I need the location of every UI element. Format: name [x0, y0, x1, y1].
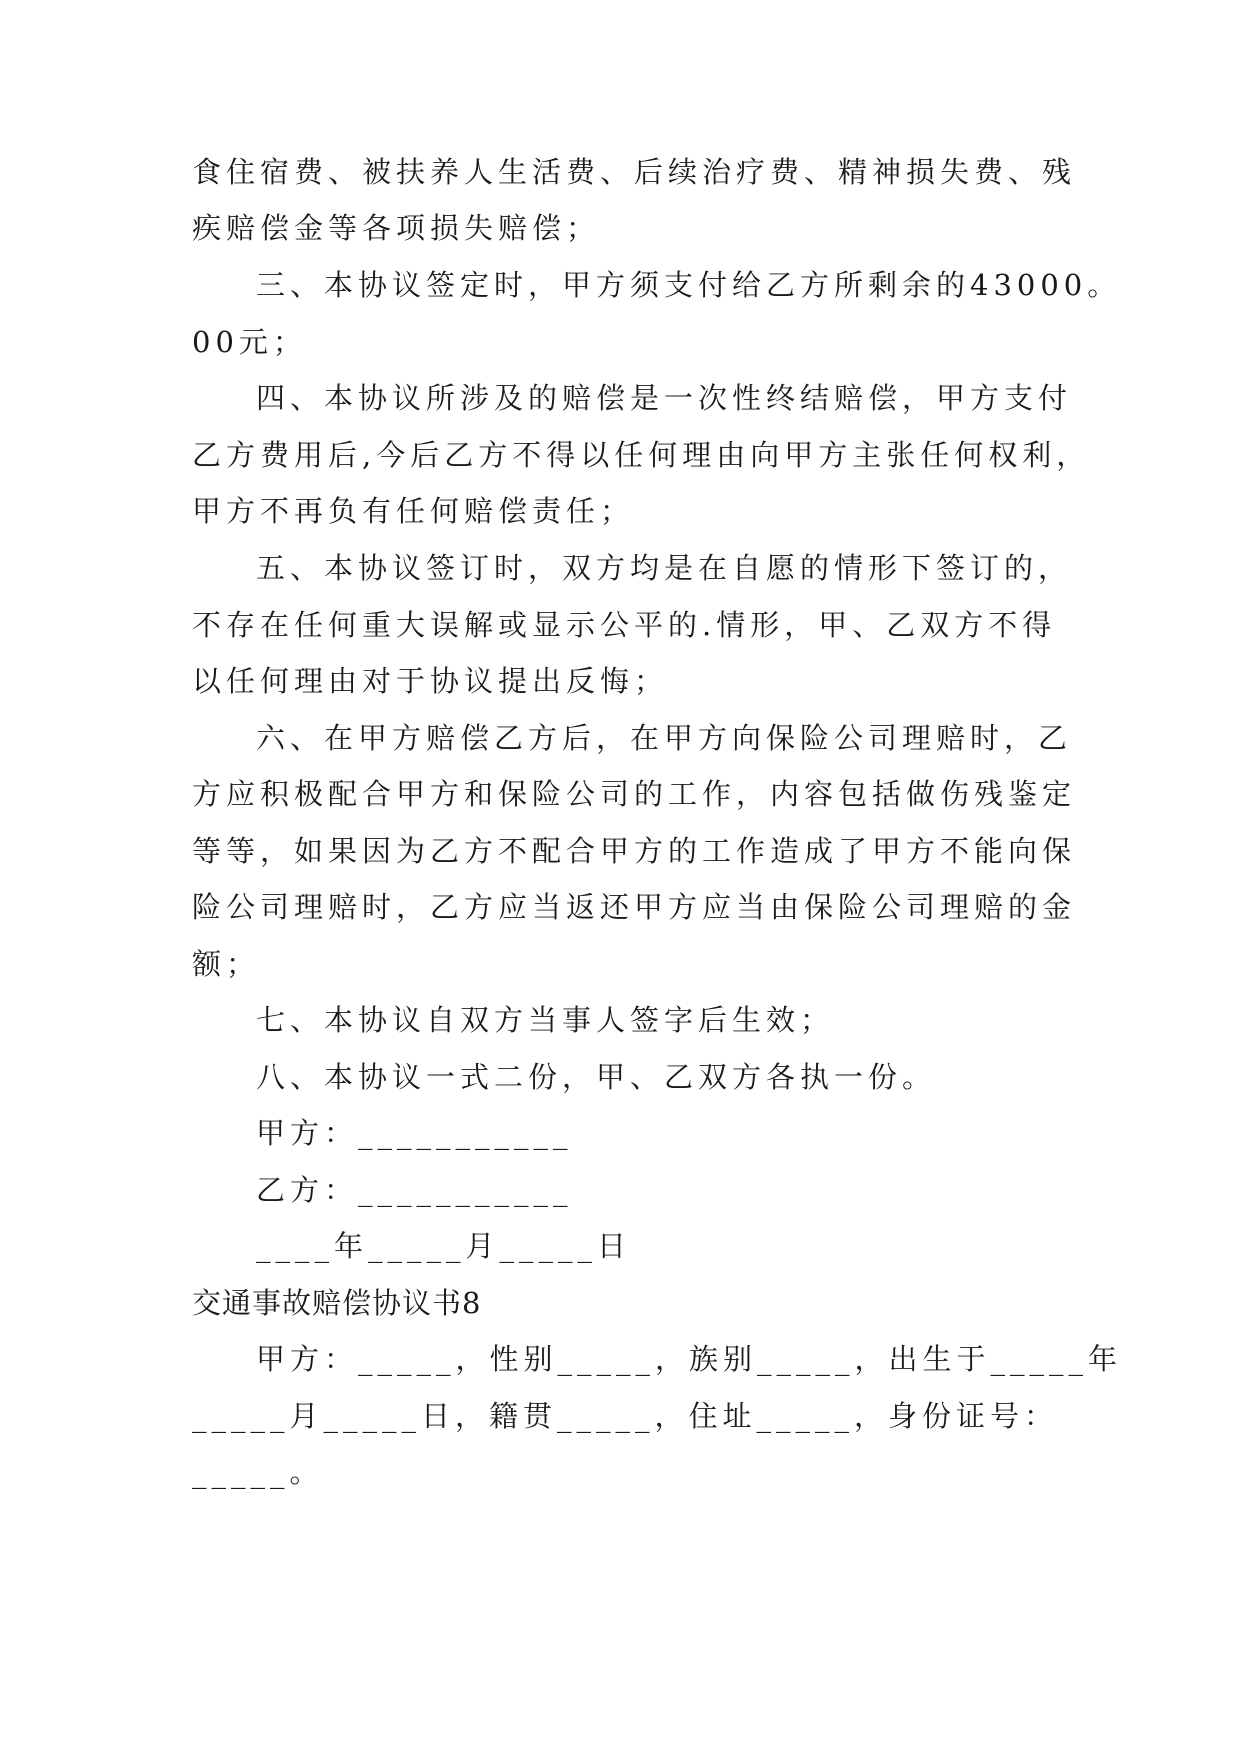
section-title: 交通事故赔偿协议书8: [192, 1286, 482, 1320]
text-line: 额；: [192, 947, 261, 981]
text-line: 不存在任何重大误解或显示公平的.情形，甲、乙双方不得: [192, 608, 1057, 642]
text-line: 五、本协议签订时，双方均是在自愿的情形下签订的，: [256, 551, 1073, 585]
text-line: 甲方不再负有任何赔偿责任；: [192, 494, 635, 528]
text-line: 三、本协议签定时，甲方须支付给乙方所剩余的43000。: [256, 268, 1122, 302]
text-line: 等等，如果因为乙方不配合甲方的工作造成了甲方不能向保: [192, 834, 1077, 868]
text-line: 六、在甲方赔偿乙方后，在甲方向保险公司理赔时，乙: [256, 721, 1073, 755]
party-a-signature-line: 甲方：___________: [256, 1116, 573, 1150]
text-line: 险公司理赔时，乙方应当返还甲方应当由保险公司理赔的金: [192, 890, 1077, 924]
text-line: _____月_____日，籍贯_____，住址_____，身份证号：: [192, 1399, 1059, 1433]
text-line: 00元；: [192, 325, 307, 359]
text-line: 疾赔偿金等各项损失赔偿；: [192, 211, 601, 245]
text-line: 方应积极配合甲方和保险公司的工作，内容包括做伤残鉴定: [192, 777, 1077, 811]
text-line: 乙方费用后,今后乙方不得以任何理由向甲方主张任何权利，: [192, 438, 1091, 472]
text-line: 食住宿费、被扶养人生活费、后续治疗费、精神损失费、残: [192, 155, 1077, 189]
text-line: 七、本协议自双方当事人签字后生效；: [256, 1003, 835, 1037]
text-line: 八、本协议一式二份，甲、乙双方各执一份。: [256, 1060, 937, 1094]
text-line: 以任何理由对于协议提出反悔；: [192, 664, 669, 698]
text-line: _____。: [192, 1455, 324, 1489]
text-line: 甲方：_____，性别_____，族别_____，出生于_____年: [256, 1342, 1123, 1376]
party-b-signature-line: 乙方：___________: [256, 1173, 573, 1207]
text-line: 四、本协议所涉及的赔偿是一次性终结赔偿，甲方支付: [256, 381, 1073, 415]
date-line: ____年_____月_____日: [256, 1229, 632, 1263]
